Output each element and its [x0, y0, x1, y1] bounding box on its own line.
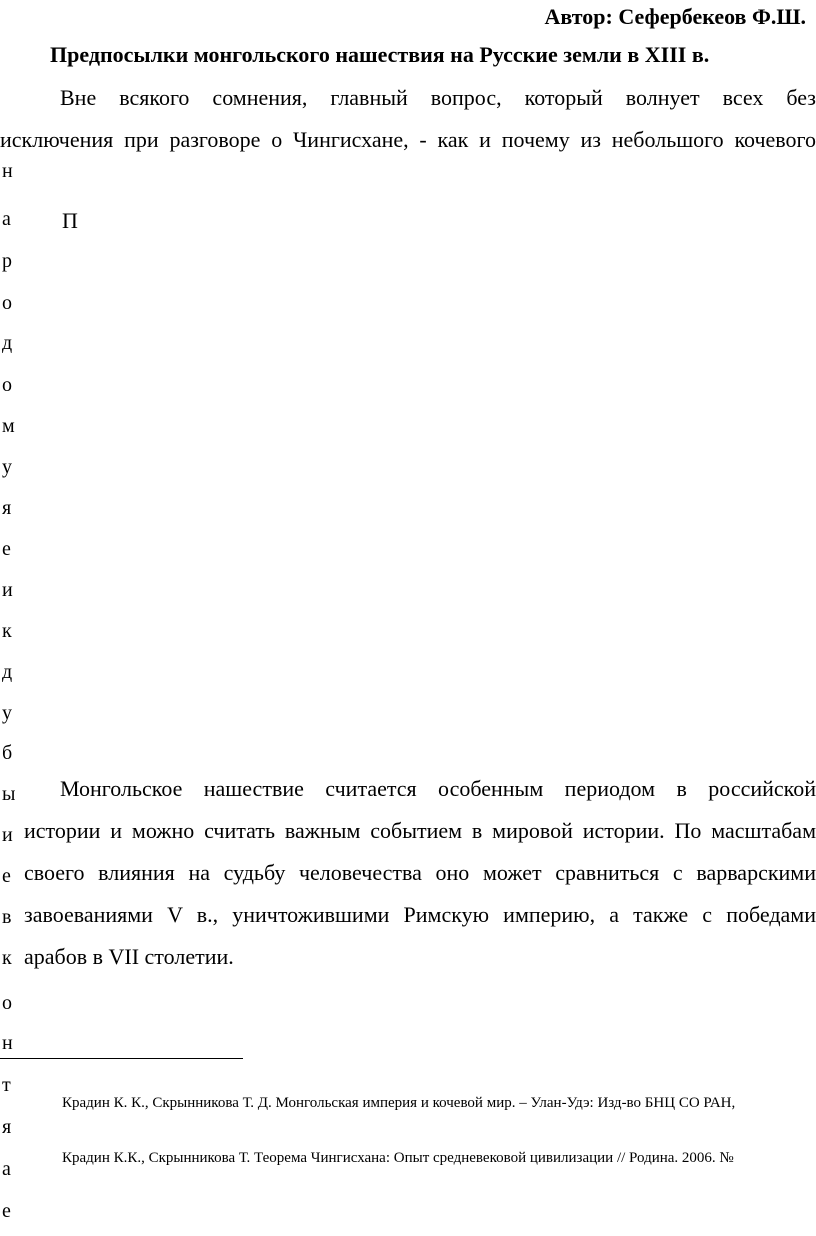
paragraph-line: завоеваниями V в., уничтожившими Римскую империю, а также с победами [24, 902, 816, 927]
paragraph-mongol-invasion [0, 768, 816, 978]
stray-letter: а [2, 1158, 11, 1180]
stray-letter: р [2, 250, 12, 272]
footnote-2: Крадин К.К., Скрынникова Т. Теорема Чингисхана: Опыт средневековой цивилизации // Родина. 2006. № [62, 1150, 734, 1166]
stray-letter: е [2, 865, 11, 887]
stray-letter: е [2, 538, 11, 560]
stray-letter: и [2, 824, 13, 846]
stray-letter: о [2, 992, 12, 1014]
stray-letter: я [2, 1116, 12, 1138]
stray-letter: а [2, 208, 11, 230]
footnote-separator [0, 1058, 243, 1059]
paragraph-line: истории и можно считать важным событием в мировой истории. По масштабам [24, 818, 816, 843]
stray-letter: н [2, 160, 13, 182]
stray-letter: я [2, 497, 12, 519]
stray-letter: м [2, 415, 15, 437]
footnote-1: Крадин К. К., Скрынникова Т. Д. Монгольская империя и кочевой мир. – Улан-Удэ: Изд-во БНЦ СО РАН, [62, 1095, 736, 1111]
stray-letter: н [2, 1032, 13, 1054]
paragraph-intro [0, 77, 816, 161]
stray-letter: к [2, 947, 12, 969]
stray-letter: в [2, 906, 12, 928]
paragraph-line: своего влияния на судьбу человечества оно может сравниться с варварскими [24, 860, 816, 885]
stray-letter-p: П [62, 208, 78, 233]
stray-letter: е [2, 1200, 11, 1222]
stray-letter: о [2, 374, 12, 396]
author-line: Автор: Сефербекеов Ф.Ш. [544, 4, 806, 29]
stray-letter: ы [2, 783, 16, 805]
stray-letter: к [2, 620, 12, 642]
document-title: Предпосылки монгольского нашествия на Русские земли в XIII в. [50, 42, 710, 67]
paragraph-line: Монгольское нашествие считается особенным периодом в российской [60, 776, 816, 801]
stray-letter: т [2, 1074, 11, 1096]
paragraph-line: арабов в VII столетии. [24, 944, 234, 969]
stray-letter: д [2, 332, 13, 354]
stray-letter: у [2, 702, 12, 724]
stray-letter: и [2, 579, 13, 601]
stray-letter: у [2, 456, 12, 478]
stray-letter: о [2, 292, 12, 314]
paragraph-line: Вне всякого сомнения, главный вопрос, который волнует всех без [60, 85, 816, 110]
stray-letter: б [2, 742, 13, 764]
paragraph-line: исключения при разговоре о Чингисхане, - как и почему из небольшого кочевого [0, 127, 816, 152]
stray-letter: д [2, 661, 13, 683]
